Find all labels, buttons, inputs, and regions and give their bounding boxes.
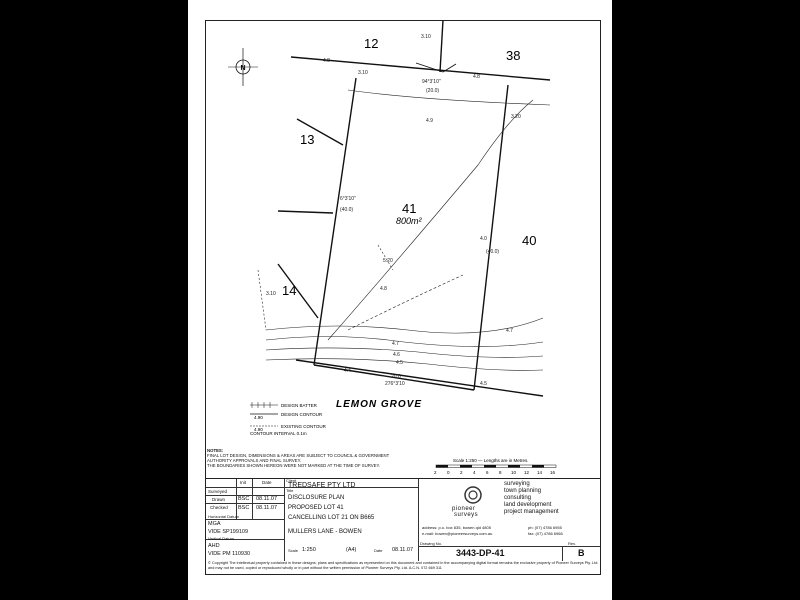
scale-tick: 8 (499, 470, 502, 475)
scale-tick: 12 (524, 470, 530, 475)
lot-12-label: 12 (364, 36, 379, 51)
lot-14-label: 14 (282, 283, 297, 298)
company-name-2: surveys (454, 512, 479, 518)
scale-tick: 4 (473, 470, 476, 475)
notes-line: AUTHORITY APPROVALS AND FINAL SURVEY. (207, 458, 302, 463)
dim-label: 4.8 (323, 58, 330, 64)
dim-label: 3.10 (358, 70, 368, 76)
company-email: e-mail: bowen@pioneersurveys.com.au (422, 531, 493, 536)
north-arrow-icon (228, 48, 258, 86)
dim-label: 4.7 (506, 328, 513, 334)
lot-38-label: 38 (506, 48, 521, 63)
dim-label: 4.9 (426, 118, 433, 124)
scale-tick: 2 (460, 470, 463, 475)
drawn-label: Drawn (212, 497, 226, 502)
dimension-labels (266, 34, 521, 387)
copyright-notice: © Copyright The intellectual property contained in these designs, plans and specifications as represented on this document and contained in the accompanying digital format remains the exclusive property of Pioneer Surveys Pty. Ltd. and may not be used, copied or reproduced wholly or in part without the written permission of Pioneer Surveys Pty. Ltd. A.C.N. 072 669 311 (208, 561, 599, 570)
vert-datum-label: Vertical Datum (208, 536, 235, 541)
scale-bar-title: Scale 1:250 — Lengths are in Metres. (453, 458, 529, 463)
lot-13-label: 13 (300, 132, 315, 147)
plan-sheet (188, 0, 612, 600)
dim-label: 276°3'10 (385, 381, 405, 387)
client-label: Client (286, 478, 297, 483)
lot-13-14-boundary (278, 211, 333, 213)
legend-batter: DESIGN BATTER (281, 403, 317, 408)
scale-tick: 10 (511, 470, 517, 475)
legend-existing: EXISTING CONTOUR (281, 424, 326, 429)
dim-label: (20.0) (426, 88, 440, 94)
company-address: address: p.o. box 835, bowen qld 4805 (422, 525, 491, 530)
dim-label: 4.4 (344, 368, 351, 374)
date-label: Date (374, 548, 383, 553)
title-block (206, 478, 600, 561)
title-label: Title (286, 488, 294, 493)
horiz-datum-2: VIDE SP199109 (208, 529, 249, 535)
dim-label: 94°3'10" (422, 79, 441, 85)
legend-design-value: 4.90 (254, 415, 263, 420)
service-3: consulting (504, 495, 532, 501)
scale-ticks (434, 470, 556, 475)
drawing-no-label: Drawing No. (420, 541, 443, 546)
title-line-4: MULLERS LANE - BOWEN (288, 529, 362, 535)
vert-datum-2: VIDE PM 110930 (208, 551, 251, 557)
dim-label: 4.6 (393, 352, 400, 358)
street-name: LEMON GROVE (336, 399, 423, 410)
scale-tick: 2 (434, 470, 437, 475)
dim-label: (40.0) (486, 249, 500, 255)
checked-init: BSC (238, 505, 250, 511)
vert-datum-1: AHD (208, 543, 220, 549)
dim-label: (40.0) (340, 207, 354, 213)
notes-heading: NOTES: (207, 448, 224, 453)
issue-date: 08.11.07 (392, 547, 414, 553)
client-name: TREDSAFE PTY LTD (288, 482, 356, 489)
horiz-datum-1: MGA (208, 521, 221, 527)
dim-label: 20.0 (391, 374, 401, 380)
dim-label: 6°3'10" (340, 196, 356, 202)
scale-label: Scale (288, 548, 299, 553)
company-name-1: pioneer (452, 506, 476, 512)
horiz-datum-label: Horizontal Datum (208, 514, 239, 519)
drawn-init: BSC (238, 496, 250, 502)
legend-design: DESIGN CONTOUR (281, 412, 323, 417)
dim-label: 3.20 (511, 114, 521, 120)
service-4: land development (504, 502, 552, 508)
company-phone: ph: (07) 4786 6955 (528, 525, 562, 530)
plan-notes (207, 448, 467, 468)
west-boundary-lot41 (314, 78, 356, 365)
lot-12-38-boundary (440, 20, 443, 72)
surveyed-label: Surveyed (208, 489, 228, 494)
company-fax: fax: (07) 4786 6966 (528, 531, 563, 536)
title-line-3: CANCELLING LOT 21 ON B665 (288, 515, 375, 521)
col-date-header: Date (262, 480, 272, 485)
dim-label: 4.5 (396, 360, 403, 366)
pioneer-logo-icon (463, 485, 483, 505)
checked-date: 08.11.07 (256, 505, 278, 511)
dim-label: 4.5 (480, 381, 487, 387)
notes-line: FINAL LOT DESIGN, DIMENSIONS & AREAS ARE SUBJECT TO COUNCIL & GOVERNMENT (207, 453, 390, 458)
dim-label: 4.0 (480, 236, 487, 242)
dim-label: 3.10 (266, 291, 276, 297)
scale-tick: 6 (486, 470, 489, 475)
col-init-header: Init (240, 480, 247, 485)
dim-label: 4.8 (473, 74, 480, 80)
title-line-1: DISCLOSURE PLAN (288, 495, 345, 501)
scale-tick: 16 (550, 470, 556, 475)
scale-value: 1:250 (302, 547, 316, 553)
contour-legend (250, 402, 327, 436)
dim-label: 4.7 (392, 341, 399, 347)
dim-label: 3.10 (421, 34, 431, 40)
service-1: surveying (504, 481, 530, 487)
legend-interval: CONTOUR INTERVAL 0.1m (250, 431, 307, 436)
revision-letter: B (578, 548, 585, 558)
lot-40-label: 40 (522, 233, 537, 248)
paper-size: (A4) (346, 547, 357, 553)
checked-label: Checked (210, 505, 228, 510)
title-line-2: PROPOSED LOT 41 (288, 505, 344, 511)
dim-label: 4.8 (380, 286, 387, 292)
service-2: town planning (504, 488, 542, 494)
service-5: project management (504, 509, 559, 515)
drawn-date: 08.11.07 (256, 496, 278, 502)
notes-line: THE BOUNDARIES SHOWN HEREON WERE NOT MARKED AT THE TIME OF SURVEY. (207, 463, 381, 468)
scale-tick: 0 (447, 470, 450, 475)
drawing-number: 3443-DP-41 (456, 548, 505, 558)
lot-area: 800m² (396, 216, 422, 226)
scale-tick: 14 (537, 470, 543, 475)
north-label: N (240, 65, 246, 72)
lot-41-label: 41 (402, 201, 417, 216)
revision-label: Rev. (568, 541, 576, 546)
legend-existing-value: 4.90 (254, 427, 263, 432)
dim-label: 5.20 (383, 258, 393, 264)
road-line (296, 360, 543, 396)
